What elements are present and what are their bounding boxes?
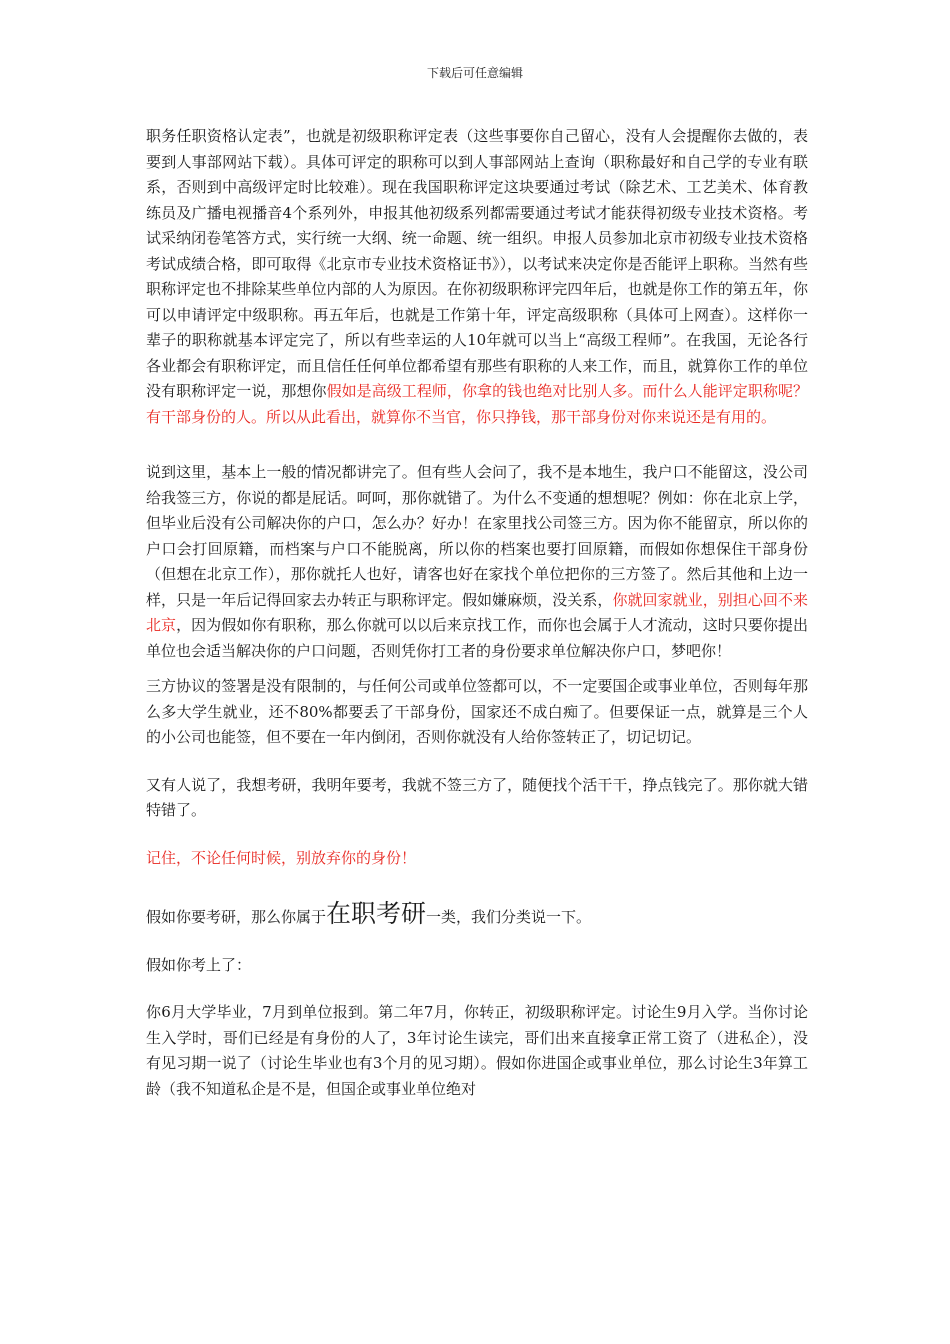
paragraph-hukou <box>146 460 808 664</box>
paragraph-postgraduate: 又有人说了，我想考研，我明年要考，我就不签三方了，随便找个活干干，挣点钱完了。那你就大错特错了。 <box>146 775 808 819</box>
large-emphasis-text: 在职考研 <box>326 899 427 928</box>
document-body <box>146 124 808 1102</box>
highlighted-text: 假如是高级工程师，你拿的钱也绝对比别人多。而什么人能评定职称呢？有干部身份的人。所以从此看出，就算你不当官，你只挣钱，那干部身份对你来说还是有用的。 <box>146 382 808 426</box>
paragraph-text: 一类，我们分类说一下。 <box>426 908 592 926</box>
page-header: 下载后可任意编辑 <box>426 66 523 80</box>
paragraph-if-admitted: 假如你考上了： <box>146 955 252 974</box>
paragraph-in-service <box>146 901 808 931</box>
paragraph-timeline: 你6月大学毕业，7月到单位报到。第二年7月，你转正，初级职称评定。讨论生9月入学。当你讨论生入学时，哥们已经是有身份的人了，3年讨论生读完，哥们出来直接拿正常工资了（进私企），没有见习期一说了（讨论生毕业也有3个月的见习期）。假如你进国企或事业单位，那么讨论生3年算工龄（我不知道私企是不是，但国企或事业单位绝对 <box>146 1003 808 1098</box>
paragraph-text: 说到这里，基本上一般的情况都讲完了。但有些人会问了，我不是本地生，我户口不能留这，没公司给我签三方，你说的都是屁话。呵呵，那你就错了。为什么不变通的想想呢？例如：你在北京上学，但毕业后没有公司解决你的户口，怎么办？好办！在家里找公司签三方。因为你不能留京，所以你的户口会打回原籍，而档案与户口不能脱离，所以你的档案也要打回原籍，而假如你想保住干部身份（但想在北京工作），那你就托人也好，请客也好在家找个单位把你的三方签了。然后其他和上边一样，只是一年后记得回家去办转正与职称评定。假如嫌麻烦，没关系， <box>146 463 808 609</box>
paragraph-tripartite: 三方协议的签署是没有限制的，与任何公司或单位签都可以，不一定要国企或事业单位，否则每年那么多大学生就业，还不80%都要丢了干部身份，国家还不成白痴了。但要保证一点，就算是三个人的小公司也能签，但不要在一年内倒闭，否则你就没有人给你签转正了，切记切记。 <box>146 677 808 746</box>
paragraph-text: 职务任职资格认定表”，也就是初级职称评定表（这些事要你自己留心，没有人会提醒你去做的，表要到人事部网站下载）。具体可评定的职称可以到人事部网站上查询（职称最好和自己学的专业有联系，否则到中高级评定时比较难）。现在我国职称评定这块要通过考试（除艺术、工艺美术、体育教练员及广播电视播音4个系列外，申报其他初级系列都需要通过考试才能获得初级专业技术资格。考试采纳闭卷笔答方式，实行统一大纲、统一命题、统一组织。申报人员参加北京市初级专业技术资格考试成绩合格，即可取得《北京市专业技术资格证书》），以考试来决定你是否能评上职称。当然有些职称评定也不排除某些单位内部的人为原因。在你初级职称评完四年后，也就是你工作的第五年，你可以申请评定中级职称。再五年后，也就是工作第十年，评定高级职称（具体可上网查）。这样你一辈子的职称就基本评定完了，所以有些幸运的人10年就可以当上“高级工程师”。在我国，无论各行各业都会有职称评定，而且信任任何单位都希望有那些有职称的人来工作，而且，就算你工作的单位没有职称评定一说，那想你 <box>146 127 808 400</box>
paragraph-title-evaluation <box>146 124 808 430</box>
paragraph-text: 假如你要考研，那么你属于 <box>146 908 327 926</box>
paragraph-reminder: 记住，不论任何时候，别放弃你的身份！ <box>146 848 417 867</box>
paragraph-text: ，因为假如你有职称，那么你就可以以后来京找工作，而你也会属于人才流动，这时只要你提出单位也会适当解决你的户口问题，否则凭你打工者的身份要求单位解决你户口，梦吧你！ <box>146 616 808 660</box>
highlighted-text: 你就回家就业，别担心回不来北京 <box>146 590 808 634</box>
